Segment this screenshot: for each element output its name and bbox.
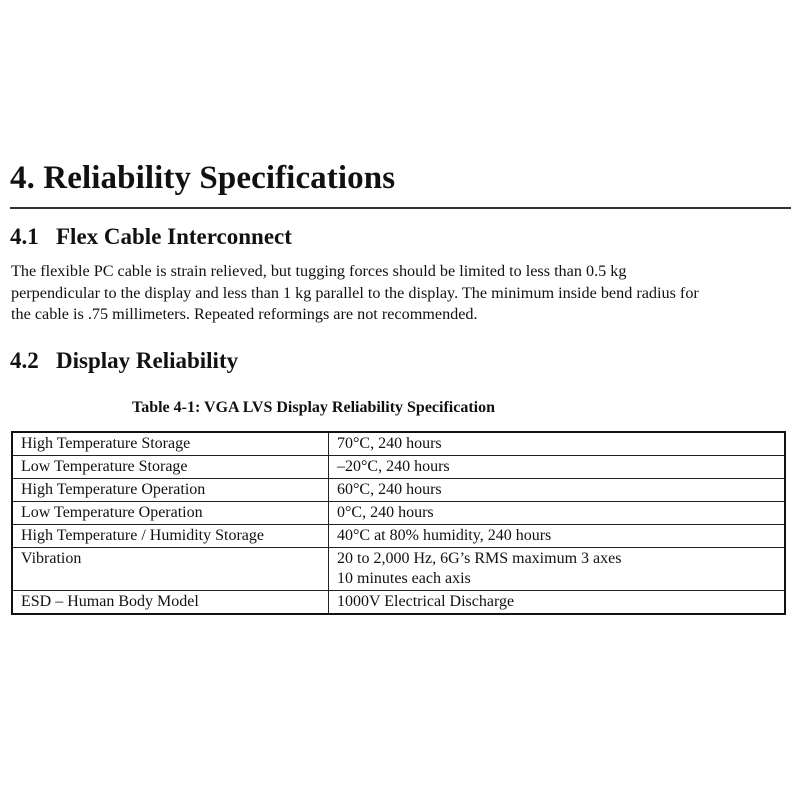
test-cell: ESD – Human Body Model (12, 591, 329, 615)
spec-line: –20°C, 240 hours (337, 458, 450, 475)
test-cell: Low Temperature Operation (12, 502, 329, 525)
test-cell: Vibration (12, 548, 329, 591)
spec-line: 70°C, 240 hours (337, 435, 442, 452)
subsection-title: Display Reliability (56, 348, 239, 373)
table-row (12, 591, 785, 615)
heading-rule (10, 207, 791, 209)
spec-line: 40°C at 80% humidity, 240 hours (337, 527, 552, 544)
table-caption: Table 4-1: VGA LVS Display Reliability Specification (132, 399, 496, 416)
spec-cell (329, 525, 786, 548)
test-cell: High Temperature / Humidity Storage (12, 525, 329, 548)
spec-line: 60°C, 240 hours (337, 481, 442, 498)
subsection-heading-4-2 (10, 346, 238, 376)
table-row (12, 432, 785, 456)
table-row (12, 525, 785, 548)
flex-cable-paragraph (11, 261, 796, 326)
spec-cell (329, 548, 786, 591)
paragraph-line: perpendicular to the display and less than 1 kg parallel to the display. The minimum inside bend radius for (11, 283, 699, 302)
table-row (12, 479, 785, 502)
spec-cell (329, 432, 786, 456)
table-row (12, 502, 785, 525)
paragraph-line: the cable is .75 millimeters. Repeated reformings are not recommended. (11, 305, 478, 323)
reliability-spec-table (11, 431, 786, 615)
test-cell: High Temperature Operation (12, 479, 329, 502)
spec-line: 20 to 2,000 Hz, 6G’s RMS maximum 3 axes (337, 550, 622, 567)
subsection-number: 4.1 (10, 224, 39, 249)
table-row (12, 548, 785, 591)
spec-cell (329, 502, 786, 525)
spec-cell (329, 456, 786, 479)
spec-cell (329, 479, 786, 502)
spec-line: 1000V Electrical Discharge (337, 593, 515, 610)
spec-line: 10 minutes each axis (337, 570, 471, 587)
subsection-number: 4.2 (10, 348, 39, 373)
test-cell: High Temperature Storage (12, 432, 329, 456)
paragraph-line: The flexible PC cable is strain relieved, but tugging forces should be limited to less than 0.5 kg (11, 262, 627, 280)
spec-cell (329, 591, 786, 615)
test-cell: Low Temperature Storage (12, 456, 329, 479)
section-heading: 4. Reliability Specifications (10, 160, 396, 196)
subsection-title: Flex Cable Interconnect (56, 224, 292, 249)
spec-line: 0°C, 240 hours (337, 504, 434, 521)
table-row (12, 456, 785, 479)
subsection-heading-4-1 (10, 222, 292, 252)
